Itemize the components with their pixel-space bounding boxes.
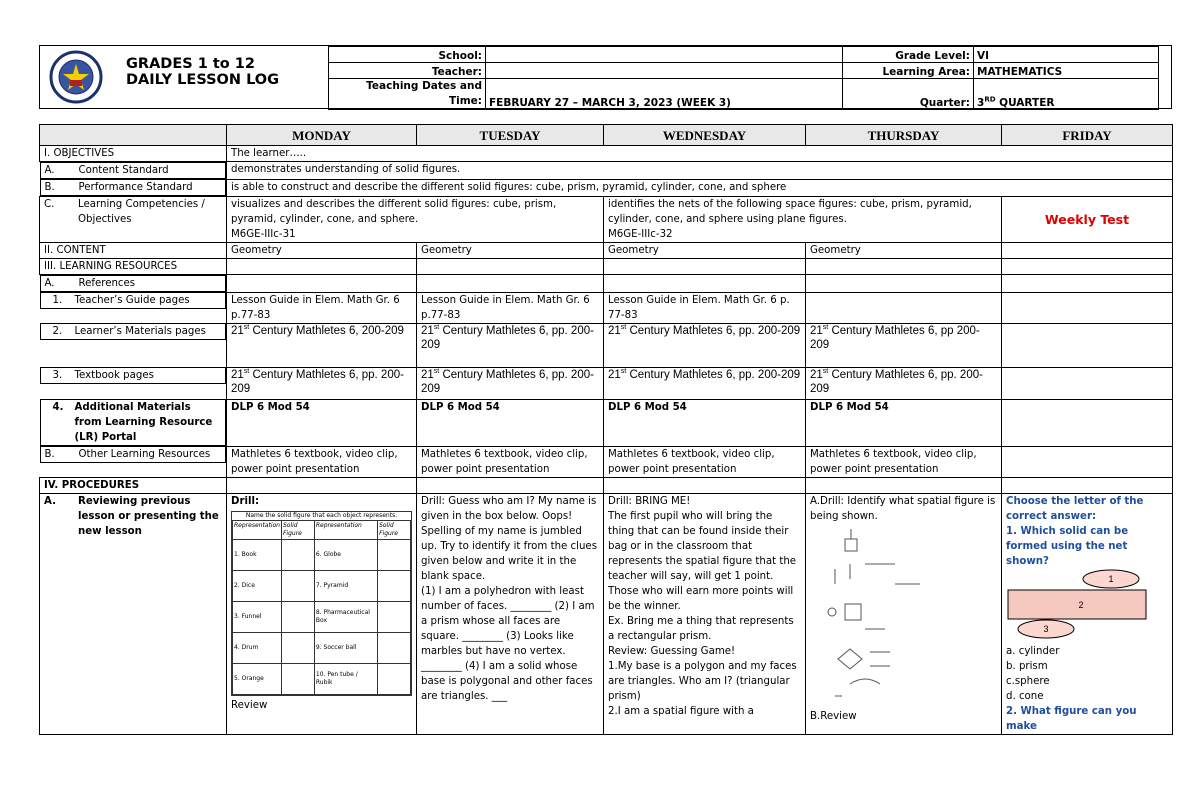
lm-mon: 21st Century Mathletes 6, 200-209 xyxy=(227,323,417,367)
other-wed: Mathletes 6 textbook, video clip, power point presentation xyxy=(604,446,806,477)
school-label: School: xyxy=(329,47,486,63)
other-resources-row xyxy=(40,446,1173,477)
content-standard-value: demonstrates understanding of solid figures. xyxy=(227,162,1173,180)
teachers-guide-row xyxy=(40,292,1173,323)
drill-worksheet-table xyxy=(232,520,411,695)
tb-thu: 21st Century Mathletes 6, pp. 200-209 xyxy=(806,367,1002,399)
answer-option: c.sphere xyxy=(1006,675,1050,687)
references-row xyxy=(40,275,1173,293)
content-row xyxy=(40,243,1173,259)
review-fri: Choose the letter of the correct answer: 1. Which solid can be formed using the net shown? 1 2 3 a. cylinder b. prism c.sphere d. cone 2. What figure can you make xyxy=(1002,493,1173,734)
deped-seal-icon xyxy=(46,50,106,104)
answer-option: d. cone xyxy=(1006,690,1044,702)
textbook-row xyxy=(40,367,1173,399)
tb-wed: 21st Century Mathletes 6, pp. 200-209 xyxy=(604,367,806,399)
textbook-label: 3. Textbook pages xyxy=(40,367,227,384)
tg-tue: Lesson Guide in Elem. Math Gr. 6 p.77-83 xyxy=(417,292,604,323)
content-standard-label: A. Content Standard xyxy=(40,162,227,179)
drill-table-header: Representation xyxy=(314,520,377,539)
performance-standard-value: is able to construct and describe the different solid figures: cube, prism, pyramid, cylinder, cone, and sphere xyxy=(227,179,1173,197)
teaching-dates-label: Teaching Dates and Time: xyxy=(329,79,486,110)
drill-table-row xyxy=(233,663,411,694)
competencies-mon-tue: visualizes and describes the different solid figures: cube, prism, pyramid, cylinder, cone, and sphere. M6GE-IIIc-31 xyxy=(227,197,604,243)
school-value xyxy=(486,47,843,63)
drill-table-cell: 1. Book xyxy=(233,539,282,570)
day-monday: MONDAY xyxy=(227,125,417,146)
drill-table-cell xyxy=(281,632,314,663)
drill-table-cell xyxy=(378,539,411,570)
objectives-label: I. OBJECTIVES xyxy=(40,146,227,162)
learners-materials-label: 2. Learner’s Materials pages xyxy=(40,323,227,340)
drill-table-cell: 4. Drum xyxy=(233,632,282,663)
drill-worksheet-image: Name the solid figure that each object represents. Representation Solid Figure Representation Solid Figure 1. Book 6. Globe 2. Dice 7. Pyramid 3. Funnel 8. Pharmaceutical Box 4. Drum 9. Soccer ball 5. Orange 10. Pen tube / Rubik xyxy=(231,511,412,696)
drill-table-cell: 9. Soccer ball xyxy=(314,632,377,663)
drill-table-cell: 10. Pen tube / Rubik xyxy=(314,663,377,694)
other-tue: Mathletes 6 textbook, video clip, power point presentation xyxy=(417,446,604,477)
drill-table-cell xyxy=(378,601,411,632)
drill-table-row xyxy=(233,632,411,663)
spatial-figures-sketch xyxy=(810,524,960,704)
grade-level-value: VI xyxy=(974,47,1159,63)
teacher-label: Teacher: xyxy=(329,63,486,79)
drill-table-cell: 3. Funnel xyxy=(233,601,282,632)
answer-option: b. prism xyxy=(1006,660,1048,672)
tg-wed: Lesson Guide in Elem. Math Gr. 6 p. 77-83 xyxy=(604,292,806,323)
tb-mon: 21st Century Mathletes 6, pp. 200-209 xyxy=(227,367,417,399)
other-thu: Mathletes 6 textbook, video clip, power point presentation xyxy=(806,446,1002,477)
days-header-row xyxy=(40,125,1173,146)
am-wed: DLP 6 Mod 54 xyxy=(604,399,806,446)
quarter-value: 3RD QUARTER xyxy=(974,79,1159,110)
drill-table-cell xyxy=(281,539,314,570)
additional-materials-label: 4. Additional Materials from Learning Resource (LR) Portal xyxy=(40,399,227,446)
drill-table-cell xyxy=(281,570,314,601)
weekly-test-label: Weekly Test xyxy=(1002,197,1173,243)
drill-table-row xyxy=(233,539,411,570)
cylinder-net-figure xyxy=(1006,569,1166,639)
drill-table-row xyxy=(233,601,411,632)
resources-row xyxy=(40,259,1173,275)
drill-table-cell xyxy=(281,663,314,694)
lm-thu: 21st Century Mathletes 6, pp 200-209 xyxy=(806,323,1002,367)
am-thu: DLP 6 Mod 54 xyxy=(806,399,1002,446)
review-tue: Drill: Guess who am I? My name is given in the box below. Oops! Spelling of my name is jumbled up. Try to identify it from the clues given below and write it in the blank space. (1) I am a polyhedron with least number of faces. ________ (2) I am a prism whose all faces are square. ________ (3) Looks like marbles but have no vertex. ________ (4) I am a solid whose base is polygonal and other faces are triangles. ___ xyxy=(417,493,604,734)
net-label-top: 1 xyxy=(1108,573,1114,584)
drill-table-cell: 7. Pyramid xyxy=(314,570,377,601)
drill-table-cell: 2. Dice xyxy=(233,570,282,601)
additional-materials-row xyxy=(40,399,1173,446)
content-standard-row xyxy=(40,162,1173,180)
drill-table-header: Representation xyxy=(233,520,282,539)
review-mon: Drill: Name the solid figure that each object represents. Representation Solid Figure Representation Solid Figure 1. Book 6. Globe 2. Dice 7. Pyramid 3. Funnel 8. Pharmaceutical Box 4. Drum 9. Soccer ball 5. Orange 10. Pen tube / Rubik Review xyxy=(227,493,417,734)
procedures-row xyxy=(40,477,1173,493)
day-thursday: THURSDAY xyxy=(806,125,1002,146)
other-mon: Mathletes 6 textbook, video clip, power point presentation xyxy=(227,446,417,477)
lesson-log-header xyxy=(39,45,1172,109)
content-fri xyxy=(1002,243,1173,259)
lm-tue: 21st Century Mathletes 6, pp. 200-209 xyxy=(417,323,604,367)
other-resources-label: B. Other Learning Resources xyxy=(40,446,227,463)
review-wed: Drill: BRING ME! The first pupil who will bring the thing that can be found inside their bag or in the classroom that represents the spatial figure that the teacher will say, will get 1 point. Those who will earn more points will be the winner. Ex. Bring me a thing that represents a rectangular prism. Review: Guessing Game! 1.My base is a polygon and my faces are triangles. Who am I? (triangular prism) 2.I am a spatial figure with a xyxy=(604,493,806,734)
content-thu: Geometry xyxy=(806,243,1002,259)
learners-materials-row xyxy=(40,323,1173,367)
drill-table-cell xyxy=(378,632,411,663)
performance-standard-row xyxy=(40,179,1173,197)
resources-label: III. LEARNING RESOURCES xyxy=(40,259,227,275)
review-row xyxy=(40,493,1173,734)
day-tuesday: TUESDAY xyxy=(417,125,604,146)
net-label-middle: 2 xyxy=(1078,599,1084,610)
day-wednesday: WEDNESDAY xyxy=(604,125,806,146)
am-mon: DLP 6 Mod 54 xyxy=(227,399,417,446)
teachers-guide-label: 1. Teacher’s Guide pages xyxy=(40,292,227,309)
day-friday: FRIDAY xyxy=(1002,125,1173,146)
content-tue: Geometry xyxy=(417,243,604,259)
answer-option: a. cylinder xyxy=(1006,645,1060,657)
procedures-label: IV. PROCEDURES xyxy=(40,477,227,493)
review-thu: A.Drill: Identify what spatial figure is being shown. B.Review xyxy=(806,493,1002,734)
drill-table-cell xyxy=(378,570,411,601)
quarter-label: Quarter: xyxy=(843,79,974,110)
drill-table-cell: 6. Globe xyxy=(314,539,377,570)
grade-level-label: Grade Level: xyxy=(843,47,974,63)
performance-standard-label: B. Performance Standard xyxy=(40,179,227,196)
competencies-label: C. Learning Competencies / Objectives xyxy=(40,197,227,243)
learning-area-value: MATHEMATICS xyxy=(974,63,1159,79)
teaching-dates-value: FEBRUARY 27 – MARCH 3, 2023 (WEEK 3) xyxy=(486,79,843,110)
document-title: GRADES 1 to 12 DAILY LESSON LOG xyxy=(126,56,280,88)
tg-mon: Lesson Guide in Elem. Math Gr. 6 p.77-83 xyxy=(227,292,417,323)
lm-wed: 21st Century Mathletes 6, pp. 200-209 xyxy=(604,323,806,367)
drill-table-cell: 8. Pharmaceutical Box xyxy=(314,601,377,632)
drill-table-cell xyxy=(378,663,411,694)
learning-area-label: Learning Area: xyxy=(843,63,974,79)
references-label: A. References xyxy=(40,275,227,292)
net-label-bottom: 3 xyxy=(1043,623,1049,634)
am-tue: DLP 6 Mod 54 xyxy=(417,399,604,446)
drill-table-row xyxy=(233,570,411,601)
drill-table-cell: 5. Orange xyxy=(233,663,282,694)
competencies-row xyxy=(40,197,1173,243)
tb-tue: 21st Century Mathletes 6, pp. 200-209 xyxy=(417,367,604,399)
drill-table-cell xyxy=(281,601,314,632)
header-info-table xyxy=(328,46,1159,110)
objectives-row xyxy=(40,146,1173,162)
content-mon: Geometry xyxy=(227,243,417,259)
objectives-value: The learner….. xyxy=(227,146,1173,162)
drill-table-header: Solid Figure xyxy=(378,520,411,539)
review-label: A. Reviewing previous lesson or presenting the new lesson xyxy=(40,493,227,734)
corner-cell xyxy=(40,125,227,146)
competencies-wed-thu: identifies the nets of the following space figures: cube, prism, pyramid, cylinder, cone, and sphere using plane figures. M6GE-IIIc-32 xyxy=(604,197,1002,243)
drill-table-header: Solid Figure xyxy=(281,520,314,539)
lesson-plan-table xyxy=(39,124,1173,735)
content-wed: Geometry xyxy=(604,243,806,259)
content-label: II. CONTENT xyxy=(40,243,227,259)
teacher-value xyxy=(486,63,843,79)
